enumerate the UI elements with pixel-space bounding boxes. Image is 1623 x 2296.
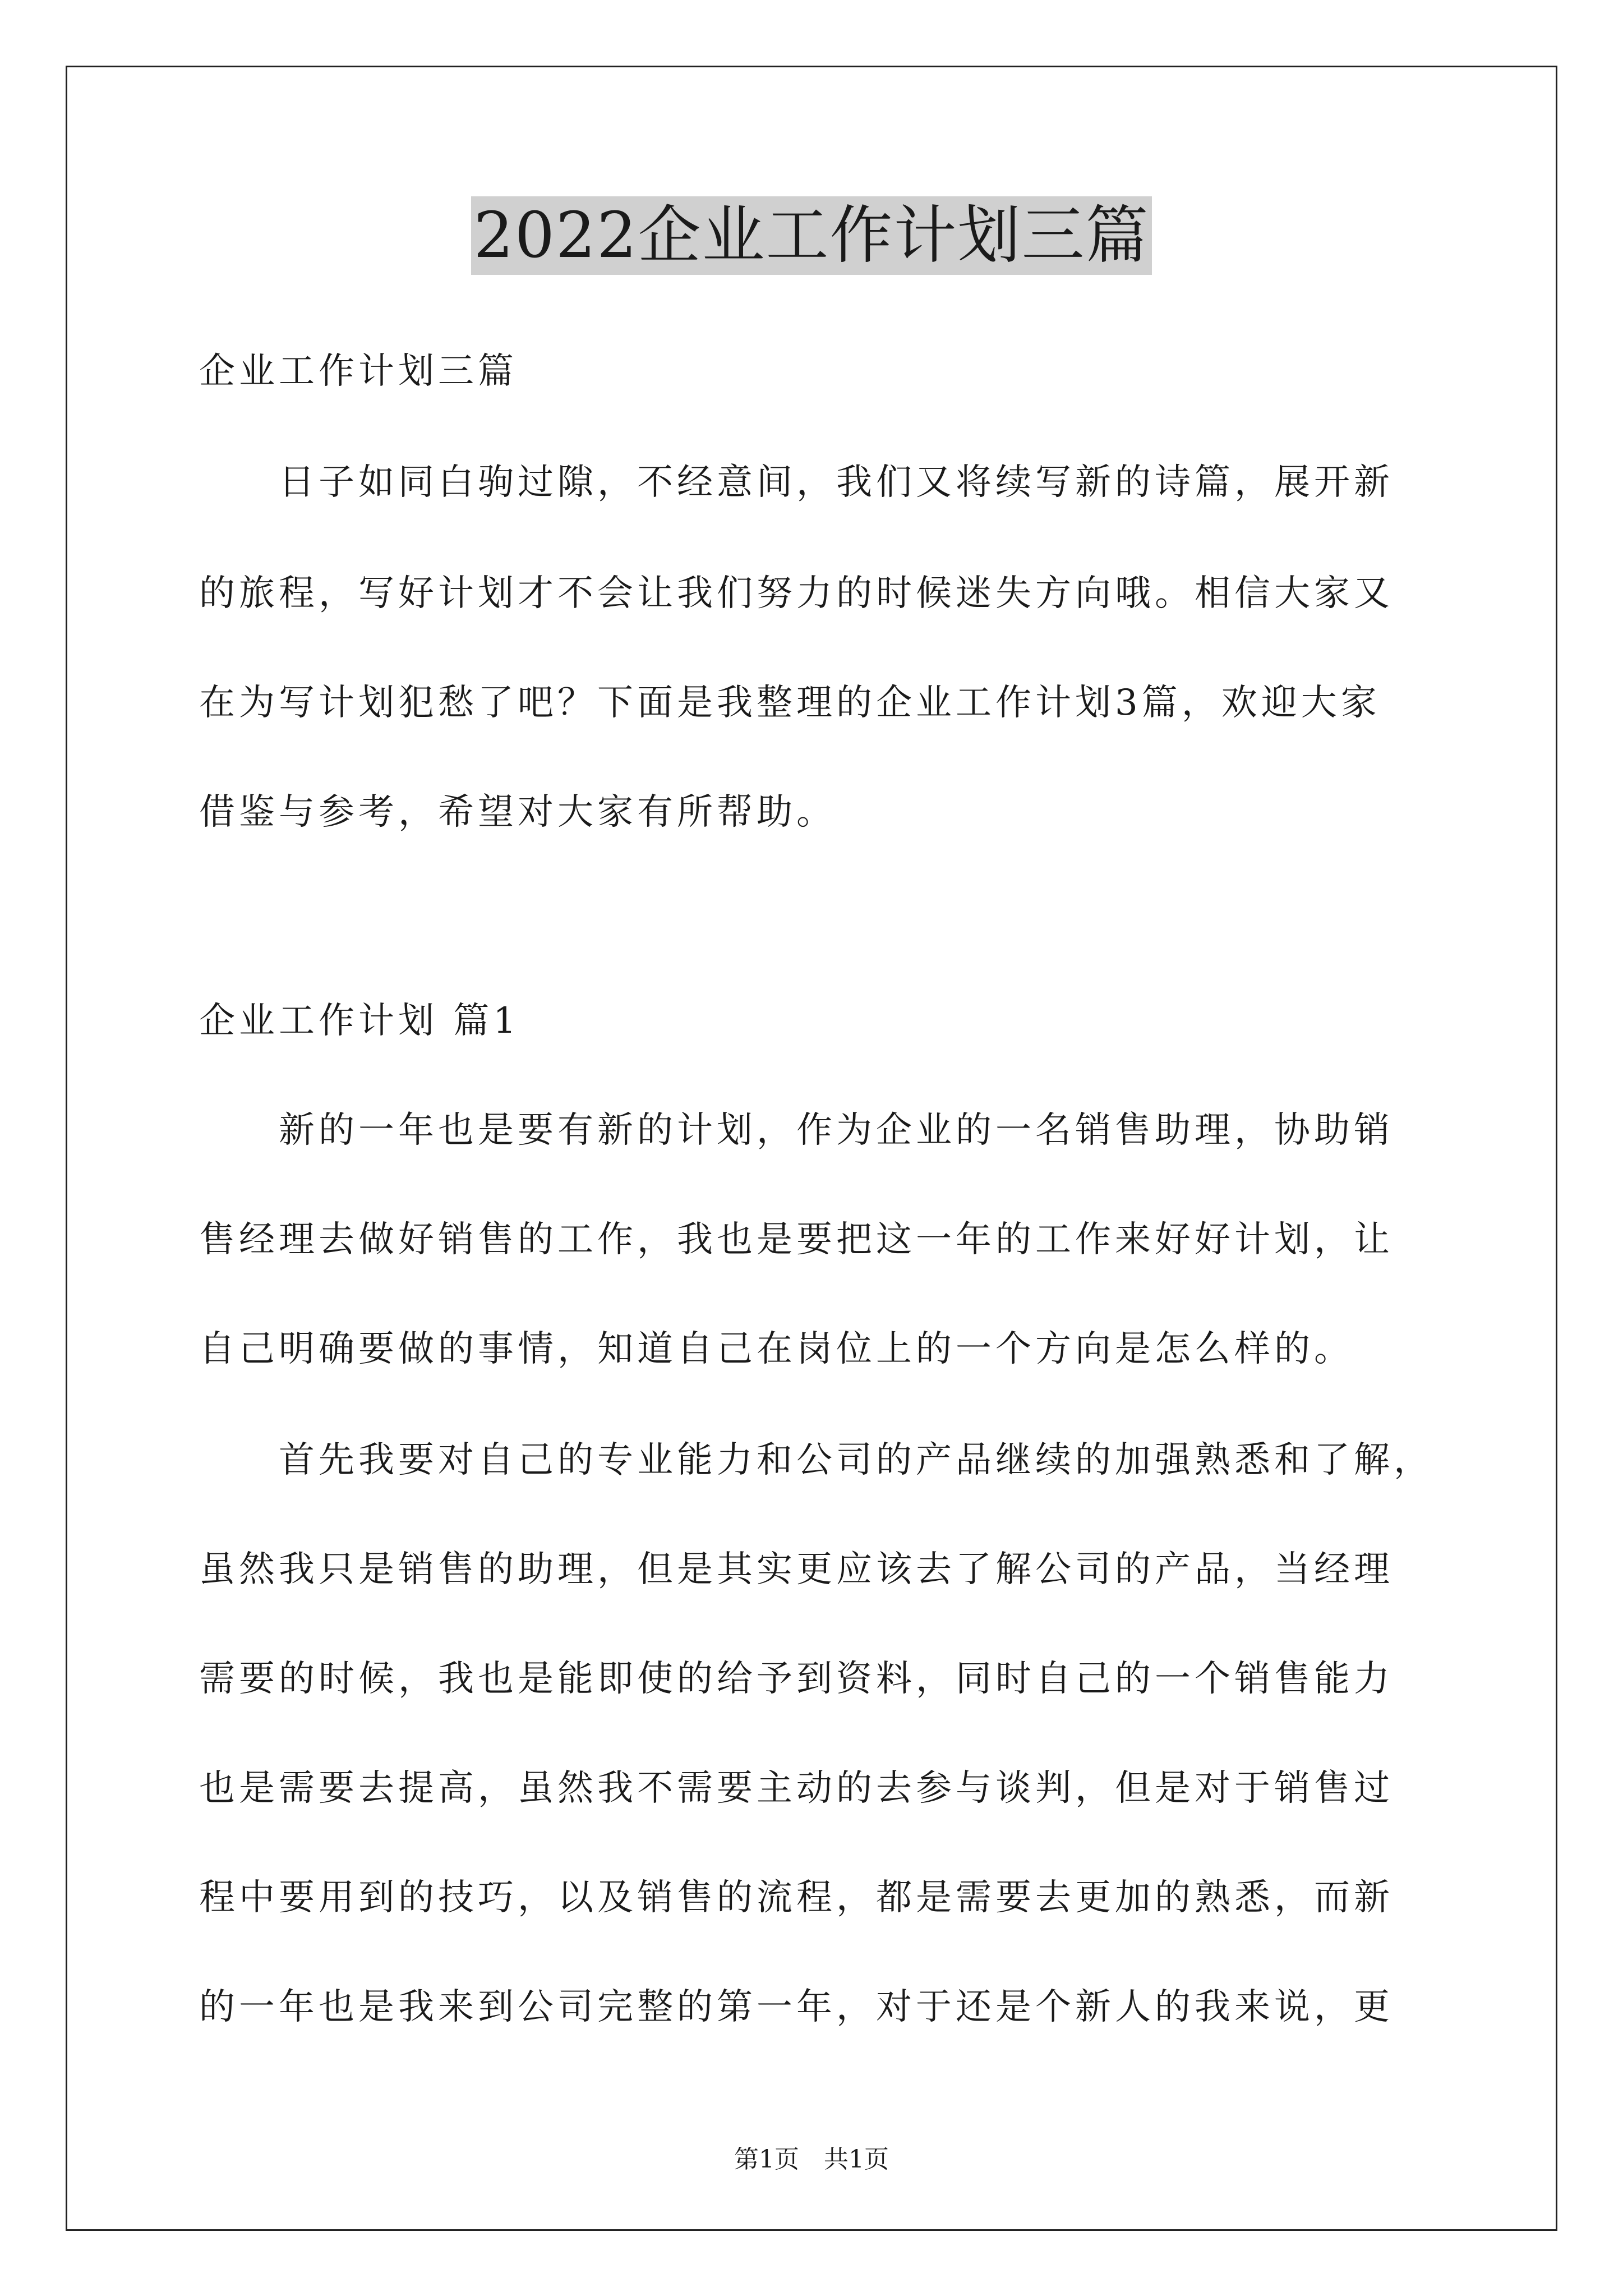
section-heading: 企业工作计划 篇1 — [199, 1000, 520, 1042]
section-heading: 企业工作计划三篇 — [199, 351, 518, 392]
paragraph-line: 的一年也是我来到公司完整的第一年，对于还是个新人的我来说，更 — [199, 1986, 1394, 2028]
paragraph-line: 在为写计划犯愁了吧？下面是我整理的企业工作计划3篇，欢迎大家 — [199, 682, 1381, 724]
paragraph-line: 自己明确要做的事情，知道自己在岗位上的一个方向是怎么样的。 — [199, 1328, 1354, 1370]
paragraph-line: 首先我要对自己的专业能力和公司的产品继续的加强熟悉和了解， — [199, 1439, 1433, 1481]
paragraph-line: 需要的时候，我也是能即使的给予到资料，同时自己的一个销售能力 — [199, 1658, 1394, 1700]
paragraph-line: 程中要用到的技巧，以及销售的流程，都是需要去更加的熟悉，而新 — [199, 1877, 1394, 1918]
paragraph-line: 也是需要去提高，虽然我不需要主动的去参与谈判，但是对于销售过 — [199, 1768, 1394, 1809]
paragraph-line: 新的一年也是要有新的计划，作为企业的一名销售助理，协助销 — [199, 1110, 1394, 1151]
paragraph-line: 虽然我只是销售的助理，但是其实更应该去了解公司的产品，当经理 — [199, 1549, 1394, 1590]
paragraph-line: 借鉴与参考，希望对大家有所帮助。 — [199, 792, 836, 833]
page-footer: 第1页 共1页 — [734, 2145, 889, 2174]
title-wrapper — [0, 196, 1623, 275]
document-title: 2022企业工作计划三篇 — [471, 196, 1151, 275]
paragraph-line: 的旅程，写好计划才不会让我们努力的时候迷失方向哦。相信大家又 — [199, 573, 1394, 614]
paragraph-line: 售经理去做好销售的工作，我也是要把这一年的工作来好好计划，让 — [199, 1219, 1394, 1260]
paragraph-line: 日子如同白驹过隙，不经意间，我们又将续写新的诗篇，展开新 — [199, 462, 1394, 503]
